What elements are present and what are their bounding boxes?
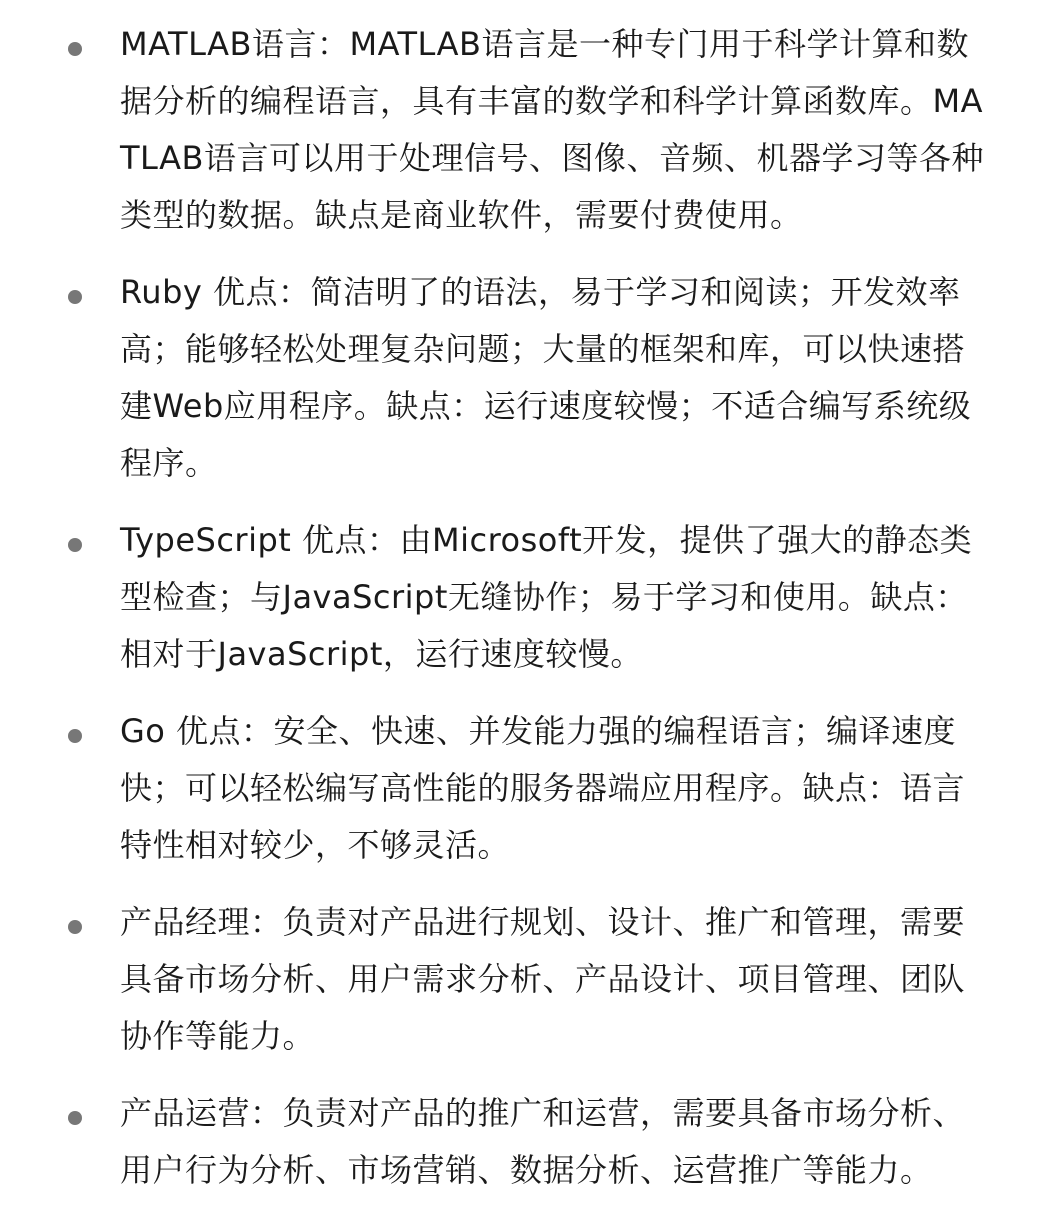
- list-item-product-manager: [0, 894, 995, 1065]
- list-item-text: MATLAB语言：MATLAB语言是一种专门用于科学计算和数据分析的编程语言，具有丰富的数学和科学计算函数库。MATLAB语言可以用于处理信号、图像、音频、机器学习等各种类型的数据。缺点是商业软件，需要付费使用。: [120, 25, 984, 234]
- list-item-ruby: [0, 264, 995, 492]
- bullet-dot-icon: [68, 290, 82, 304]
- list-item-text: TypeScript 优点：由Microsoft开发，提供了强大的静态类型检查；与JavaScript无缝协作；易于学习和使用。缺点：相对于JavaScript，运行速度较慢。: [120, 521, 973, 673]
- list-item-text: 产品经理：负责对产品进行规划、设计、推广和管理，需要具备市场分析、用户需求分析、产品设计、项目管理、团队协作等能力。: [120, 903, 966, 1055]
- bullet-dot-icon: [68, 729, 82, 743]
- list-item-go: [0, 703, 995, 874]
- bullet-list: [0, 16, 995, 1199]
- list-item-matlab: [0, 16, 995, 244]
- list-item-typescript: [0, 512, 995, 683]
- list-item-product-operations: [0, 1085, 995, 1199]
- list-item-text: 产品运营：负责对产品的推广和运营，需要具备市场分析、用户行为分析、市场营销、数据分析、运营推广等能力。: [120, 1094, 966, 1189]
- bullet-dot-icon: [68, 1111, 82, 1125]
- bullet-dot-icon: [68, 920, 82, 934]
- list-item-text: Go 优点：安全、快速、并发能力强的编程语言；编译速度快；可以轻松编写高性能的服务器端应用程序。缺点：语言特性相对较少，不够灵活。: [120, 712, 966, 864]
- bullet-dot-icon: [68, 42, 82, 56]
- bullet-dot-icon: [68, 538, 82, 552]
- list-item-text: Ruby 优点：简洁明了的语法，易于学习和阅读；开发效率高；能够轻松处理复杂问题；大量的框架和库，可以快速搭建Web应用程序。缺点：运行速度较慢；不适合编写系统级程序。: [120, 273, 972, 482]
